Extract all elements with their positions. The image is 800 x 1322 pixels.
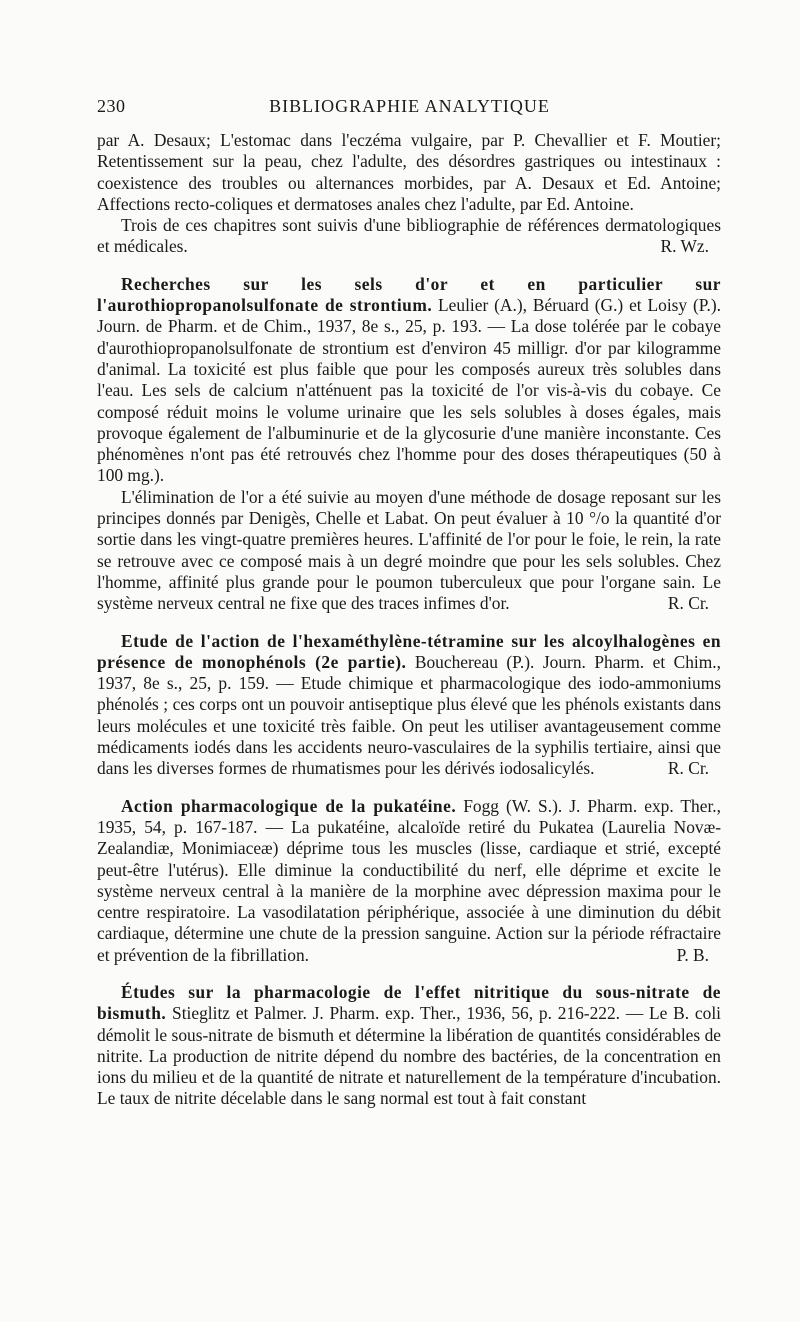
entry-text: Le B. coli démolit le sous-nitrate de bismuth et détermine la libération de quantités considérables de nitrite. La production de nitrite dépend du nombre des bactéries, de la concentration en ions du milieu et de la quantité de nitrate et naturellement de la température d'incubation. Le taux de nitrite décelable dans le sang normal est tout à fait constant: [97, 1003, 722, 1109]
entry-paragraph: [97, 487, 721, 615]
bibliography-entry: [97, 274, 721, 615]
intro-paragraph: [97, 130, 721, 215]
entry-text: La pukatéine, alcaloïde retiré du Pukatea (Laurelia Novæ-Zealandiæ, Monimiaceæ) déprime tous les muscles (lisse, cardiaque et strié, excepté peut-être l'utérus). Elle diminue la conductibilité du nerf, elle déprime et excite le système nerveux central à la manière de la morphine avec dépression maxima pour le centre respiratoire. La vasodilatation périphérique, associée à une diminution du débit cardiaque, détermine une chute de la pression sanguine. Action sur la période réfractaire et prévention de la fibrillation.: [97, 816, 721, 965]
intro-note-text: Trois de ces chapitres sont suivis d'une bibliographie de références dermatologiques et médicales.: [97, 215, 721, 257]
bibliography-entry: [97, 982, 721, 1110]
entry-paragraph: [97, 796, 721, 966]
entry-citation: Leulier (A.), Béruard (G.) et Loisy (P.). Journ. de Pharm. et de Chim., 1937, 8e s., 25, p. 193. —: [97, 295, 721, 337]
intro-text: par A. Desaux; L'estomac dans l'eczéma vulgaire, par P. Chevallier et F. Moutier; Retentissement sur la peau, chez l'adulte, des désordres gastriques ou intestinaux : coexistence des troubles ou alternances morbides, par A. Desaux et Ed. Antoine; Affections recto-coliques et dermatoses anales chez l'adulte, par Ed. Antoine.: [97, 130, 721, 214]
page-header: [97, 96, 722, 118]
entry-title: Recherches sur les sels d'or et en particulier sur l'aurothiopropanolsulfonate de strontium.: [97, 273, 721, 316]
entry-title: Action pharmacologique de la pukatéine.: [121, 795, 457, 816]
intro-note: [97, 215, 721, 258]
entry-text: L'élimination de l'or a été suivie au moyen d'une méthode de dosage reposant sur les principes donnés par Denigès, Chelle et Labat. On peut évaluer à 10 °/o la quantité d'or sortie dans les vingt-quatre premières heures. L'affinité de l'or pour le foie, le rein, la rate se retrouve avec ce composé mais à un degré moindre que pour les sels solubles. Chez l'homme, affinité plus grande pour le poumon tuberculeux que pour l'organe sain. Le système nerveux central ne fixe que des traces infimes d'or.: [97, 486, 721, 614]
entry-text: La dose tolérée par le cobaye d'aurothiopropanolsulfonate de strontium est d'environ 45 milligr. d'or par kilogramme d'animal. La toxicité est plus faible que pour les composés aureux très solubles dans l'eau. Les sels de calcium n'atténuent pas la toxicité de l'or vis-à-vis du cobaye. Ce composé réduit moins le volume urinaire que les sels solubles à doses égales, mais provoque également de l'albuminurie et de la glycosurie d'une manière inconstante. Ces phénomènes n'ont pas été retrouvés chez l'homme pour des doses thérapeutiques (50 à 100 mg.).: [97, 316, 721, 486]
entry-text: Etude chimique et pharmacologique des iodo-ammoniums phénolés ; ces corps ont un pouvoir antiseptique plus élevé que les phénols existants dans leurs molécules et une toxicité très faible. On peut les utiliser avantageusement comme médicaments iodés dans les accidents neuro-vasculaires de la syphilis tertiaire, ainsi que dans les diverses formes de rhumatismes pour les dérivés iodosalicylés.: [97, 673, 722, 779]
page-body: [97, 130, 721, 1110]
entry-citation: Stieglitz et Palmer. J. Pharm. exp. Ther., 1936, 56, p. 216-222. —: [166, 1003, 650, 1024]
signature: R. Cr.: [667, 593, 709, 614]
entry-title: Études sur la pharmacologie de l'effet nitritique du sous-nitrate de bismuth.: [97, 981, 721, 1024]
signature: P. B.: [676, 944, 709, 965]
signature: R. Cr.: [667, 758, 709, 779]
signature: R. Wz.: [660, 236, 709, 257]
bibliography-entry: [97, 631, 721, 780]
entry-paragraph: [97, 982, 721, 1110]
running-title: BIBLIOGRAPHIE ANALYTIQUE: [269, 96, 550, 116]
bibliography-entry: [97, 796, 721, 966]
entry-paragraph: [97, 631, 721, 780]
page-number: 230: [97, 96, 126, 116]
entry-title: Etude de l'action de l'hexaméthylène-tétramine sur les alcoylhalogènes en présence de monophénols (2e partie).: [97, 630, 721, 672]
entry-citation: Fogg (W. S.). J. Pharm. exp. Ther., 1935, 54, p. 167-187. —: [97, 795, 721, 837]
entry-citation: Bouchereau (P.). Journ. Pharm. et Chim., 1937, 8e s., 25, p. 159. —: [97, 651, 721, 694]
entry-paragraph: [97, 274, 721, 487]
